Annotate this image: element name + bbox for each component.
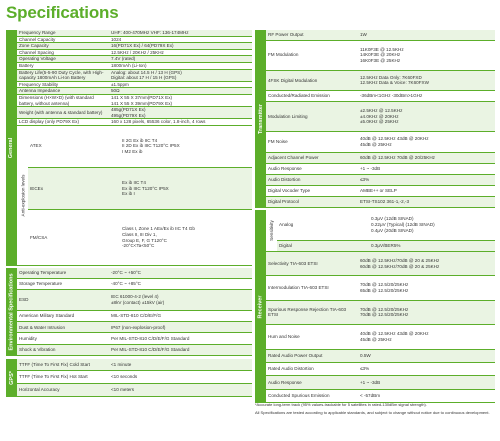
spec-label: FM Modulation bbox=[266, 40, 358, 70]
spec-label: Selectivity TIA-603 ETSI bbox=[266, 252, 358, 276]
spec-label: Channel Spacing bbox=[17, 49, 109, 56]
spec-row bbox=[17, 81, 252, 88]
spec-value: 1800mAh (Li-Ion) bbox=[109, 62, 252, 69]
spec-label: LCD display (only PD79X Ex) bbox=[17, 119, 109, 126]
spec-label: TTFF (Time To First Fix) Hot Start bbox=[17, 371, 109, 384]
spec-label: ESD bbox=[17, 290, 109, 311]
spec-row bbox=[266, 363, 495, 376]
environmental-label: Environmental Specifications bbox=[6, 268, 17, 356]
spec-label: Hum and Noise bbox=[266, 325, 358, 350]
spec-value: 40dB @ 12.5KHz 43dB @ 20KHz 45dB @ 25KHz bbox=[358, 325, 495, 350]
spec-row bbox=[266, 376, 495, 389]
spec-value: 160 x 128 pixels, 65536 color, 1.8-inch, 4 rows bbox=[109, 119, 252, 126]
spec-row bbox=[266, 163, 495, 174]
spec-row bbox=[17, 49, 252, 56]
page-title: Specifications bbox=[6, 3, 119, 22]
spec-row bbox=[17, 69, 252, 81]
spec-label: IECEx bbox=[28, 167, 120, 209]
spec-label: Frequency Stability bbox=[17, 81, 109, 88]
spec-value: 11K0F3E @ 12.5KHz 14K0F3E @ 20KHz 16K0F3E @ 25KHz bbox=[358, 40, 495, 70]
spec-value: 1W bbox=[358, 30, 495, 40]
spec-value: AMBE++ or SELP bbox=[358, 185, 495, 196]
transmitter-table bbox=[266, 30, 495, 208]
spec-label: Zone Capacity bbox=[17, 43, 109, 50]
receiver-label: Receiver bbox=[255, 210, 266, 403]
spec-value: Per MIL-STD-810 C/D/E/F/G Standard bbox=[109, 333, 252, 344]
gps-table bbox=[17, 359, 252, 397]
general-section bbox=[6, 30, 252, 266]
spec-label: Battery bbox=[17, 62, 109, 69]
spec-row bbox=[17, 371, 252, 384]
spec-label: Storage Temperature bbox=[17, 278, 109, 289]
spec-row bbox=[17, 310, 252, 321]
spec-row bbox=[266, 185, 495, 196]
spec-value: 70dB @ 12.5/20/25KHz 65dB @ 12.5/20/25KHz bbox=[358, 276, 495, 301]
spec-row bbox=[17, 94, 252, 106]
spec-value: 7.4V (rated) bbox=[109, 56, 252, 63]
spec-label: Intermodulation TIA-603 ETSI bbox=[266, 276, 358, 301]
spec-row bbox=[17, 88, 252, 95]
spec-value: MIL-STD-810 C/D/E/F/G bbox=[109, 310, 252, 321]
spec-value: 0.3μV (12dB SINAD) 0.22μV (Typical) (12dB SINAD) 0.4μV (20dB SINAD) bbox=[369, 210, 495, 240]
spec-row bbox=[266, 276, 495, 301]
gps-section bbox=[6, 359, 252, 397]
spec-row bbox=[266, 325, 495, 350]
spec-value: < -57dBm bbox=[358, 389, 495, 402]
environmental-table bbox=[17, 268, 252, 356]
footer-note-specs: All Specifications are tested according to applicable standards, and subject to change without notice due to continuous development. bbox=[255, 410, 490, 416]
spec-value: II 2G Ex ib IIC T4 II 2D Ex ib IIIC T120°C IP5X I M2 Ex ib bbox=[120, 126, 252, 167]
spec-row bbox=[266, 102, 495, 132]
spec-value: 60dB @ 12.5KHz/70dB @ 20 & 25KHz 60dB @ 12.5KHz/70dB @ 20 & 25KHz bbox=[358, 252, 495, 276]
transmitter-label: Transmitter bbox=[255, 30, 266, 208]
spec-row bbox=[28, 210, 252, 266]
spec-label: Audio Response bbox=[266, 163, 358, 174]
spec-label: Channel Capacity bbox=[17, 36, 109, 43]
spec-label: FM/CSA bbox=[28, 210, 120, 266]
spec-row bbox=[17, 384, 252, 397]
transmitter-section bbox=[255, 30, 495, 208]
spec-value: Class I, Zone 1 AEx/Ex ib IIC T4 Gb Class II, III Div 1, Group E, F, G T120°C -20°C<Ta<50°C bbox=[120, 210, 252, 266]
gps-label: GPS* bbox=[6, 359, 17, 397]
spec-value: 60dB @ 12.5KHz 70dB @ 20/25KHz bbox=[358, 152, 495, 163]
sensitivity-table bbox=[277, 210, 495, 252]
spec-value: IEC 61000-4-2 (level 4) ±8kV (contact) ±15kV (air) bbox=[109, 290, 252, 311]
spec-value: Ex ib IIC T4 Ex ib IIIC T120°C IP5X Ex ib I bbox=[120, 167, 252, 209]
spec-row bbox=[277, 210, 495, 240]
spec-value: 16(PD71X Ex) / 64(PD79X Ex) bbox=[109, 43, 252, 50]
spec-value: ±2.5KHz @ 12.5KHz ±4.0KHz @ 20KHz ±5.0KHz @ 25KHz bbox=[358, 102, 495, 132]
spec-label: Rated Audio Power Output bbox=[266, 349, 358, 362]
spec-row bbox=[266, 152, 495, 163]
spec-row bbox=[28, 167, 252, 209]
spec-label: Operating Temperature bbox=[17, 268, 109, 278]
spec-row bbox=[266, 30, 495, 40]
spec-value: -36dBm<1GHz -30dBm>1GHz bbox=[358, 91, 495, 102]
spec-label: Adjacent Channel Power bbox=[266, 152, 358, 163]
spec-row bbox=[17, 268, 252, 278]
spec-row bbox=[266, 70, 495, 90]
spec-row bbox=[17, 322, 252, 333]
spec-value: 12.5KHz Data Only: 7K60FXD 12.5KHz Data & Voice: 7K60FXW bbox=[358, 70, 495, 90]
anti-explosion-table bbox=[28, 126, 252, 266]
spec-label: RF Power Output bbox=[266, 30, 358, 40]
environmental-section bbox=[6, 268, 252, 356]
spec-value: ±1.5ppm bbox=[109, 81, 252, 88]
spec-label: Humidity bbox=[17, 333, 109, 344]
spec-label: American Military Standard bbox=[17, 310, 109, 321]
spec-value: 0.3μV/BER5% bbox=[369, 240, 495, 251]
spec-label: Antenna Impedance bbox=[17, 88, 109, 95]
spec-value: ETSI-TS102 361-1,-2,-3 bbox=[358, 196, 495, 207]
spec-row bbox=[17, 56, 252, 63]
spec-label: Spurious Response Rejection TIA-603 ETSI bbox=[266, 300, 358, 325]
spec-value: 1024 bbox=[109, 36, 252, 43]
spec-label: 4FSK Digital Modulation bbox=[266, 70, 358, 90]
spec-row bbox=[266, 40, 495, 70]
spec-row bbox=[266, 300, 495, 325]
sensitivity-label: Sensitivity bbox=[266, 210, 277, 252]
spec-label: TTFF (Time To First Fix) Cold Start bbox=[17, 359, 109, 371]
spec-label: Conducted/Radiated Emission bbox=[266, 91, 358, 102]
spec-row bbox=[28, 126, 252, 167]
spec-row bbox=[17, 344, 252, 355]
spec-row bbox=[266, 349, 495, 362]
spec-row bbox=[17, 107, 252, 119]
spec-label: Weight (with antenna & standard battery) bbox=[17, 107, 109, 119]
spec-value: Per MIL-STD-810 C/D/E/F/G Standard bbox=[109, 344, 252, 355]
spec-row bbox=[17, 43, 252, 50]
spec-label: Digital bbox=[277, 240, 369, 251]
spec-label: Horizontal Accuracy bbox=[17, 384, 109, 397]
spec-value: ≤3% bbox=[358, 174, 495, 185]
left-column bbox=[6, 30, 252, 397]
spec-row bbox=[17, 119, 252, 126]
spec-value: -40°C ~ +85°C bbox=[109, 278, 252, 289]
spec-value: 0.5W bbox=[358, 349, 495, 362]
spec-label: Audio Distortion bbox=[266, 174, 358, 185]
spec-value: <10 meters bbox=[109, 384, 252, 397]
spec-label: Rated Audio Distortion bbox=[266, 363, 358, 376]
spec-label: Audio Response bbox=[266, 376, 358, 389]
spec-value: -20°C ~ +50°C bbox=[109, 268, 252, 278]
spec-label: Conducted Spurious Emission bbox=[266, 389, 358, 402]
spec-value: +1 ~ -3dB bbox=[358, 163, 495, 174]
spec-label: Frequency Range bbox=[17, 30, 109, 36]
spec-value: Analog: about 14.5 H / 13 H (GPS) Digital: about 17 H / 15 H (GPS) bbox=[109, 69, 252, 81]
spec-row bbox=[17, 62, 252, 69]
spec-value: 12.5KHz / 20KHz / 25KHz bbox=[109, 49, 252, 56]
spec-row bbox=[266, 252, 495, 276]
spec-label: Dimensions (H×W×D) (with standard battery, without antenna) bbox=[17, 94, 109, 106]
spec-value: IP67 (non-explosion-proof) bbox=[109, 322, 252, 333]
spec-label: Analog bbox=[277, 210, 369, 240]
spec-row bbox=[266, 91, 495, 102]
spec-value: +1 ~ -3dB bbox=[358, 376, 495, 389]
spec-value: 485g(PD71X Ex) 495g(PD79X Ex) bbox=[109, 107, 252, 119]
spec-row bbox=[17, 290, 252, 311]
spec-label: Dust & Water Intrusion bbox=[17, 322, 109, 333]
spec-row bbox=[277, 240, 495, 251]
spec-label: FM Noise bbox=[266, 132, 358, 152]
receiver-section bbox=[255, 210, 495, 403]
spec-label: Battery Life(5-5-90 Duty Cycle, with High-capacity 1800mAh Li-Ion Battery bbox=[17, 69, 109, 81]
spec-value: 70dB @ 12.5/20/25KHz 70dB @ 12.5/20/25KHz bbox=[358, 300, 495, 325]
spec-value: ≤3% bbox=[358, 363, 495, 376]
receiver-table bbox=[266, 252, 495, 403]
spec-value: 50Ω bbox=[109, 88, 252, 95]
anti-explosion-label: Anti-explosion levels bbox=[17, 126, 28, 266]
spec-value: 40dB @ 12.5KHz 43dB @ 20KHz 45dB @ 25KHz bbox=[358, 132, 495, 152]
spec-row bbox=[17, 359, 252, 371]
spec-row bbox=[266, 196, 495, 207]
general-label: General bbox=[6, 30, 17, 266]
spec-label: Shock & Vibration bbox=[17, 344, 109, 355]
spec-label: Operating Voltage bbox=[17, 56, 109, 63]
spec-row bbox=[17, 36, 252, 43]
spec-row bbox=[266, 132, 495, 152]
right-column bbox=[255, 30, 495, 403]
spec-row bbox=[17, 278, 252, 289]
spec-row bbox=[17, 333, 252, 344]
spec-label: Digital Protocol bbox=[266, 196, 358, 207]
spec-value: 141 X 55 X 37mm(PD71X Ex) 141 X 55 X 39mm(PD79X Ex) bbox=[109, 94, 252, 106]
spec-value: <1 minute bbox=[109, 359, 252, 371]
spec-label: Modulation Limiting bbox=[266, 102, 358, 132]
spec-value: <10 seconds bbox=[109, 371, 252, 384]
spec-row bbox=[266, 389, 495, 402]
spec-row bbox=[266, 174, 495, 185]
footer-notes bbox=[255, 402, 495, 418]
footer-note-gps: *Accurate long-term track (95% values-trackable for 5 satellites in rated-130dBm signal strength). bbox=[255, 402, 427, 407]
spec-label: Digital Vocoder Type bbox=[266, 185, 358, 196]
spec-value: UHF: 400-470MHz VHF: 136-174MHz bbox=[109, 30, 252, 36]
spec-label: ATEX bbox=[28, 126, 120, 167]
general-table bbox=[17, 30, 252, 126]
